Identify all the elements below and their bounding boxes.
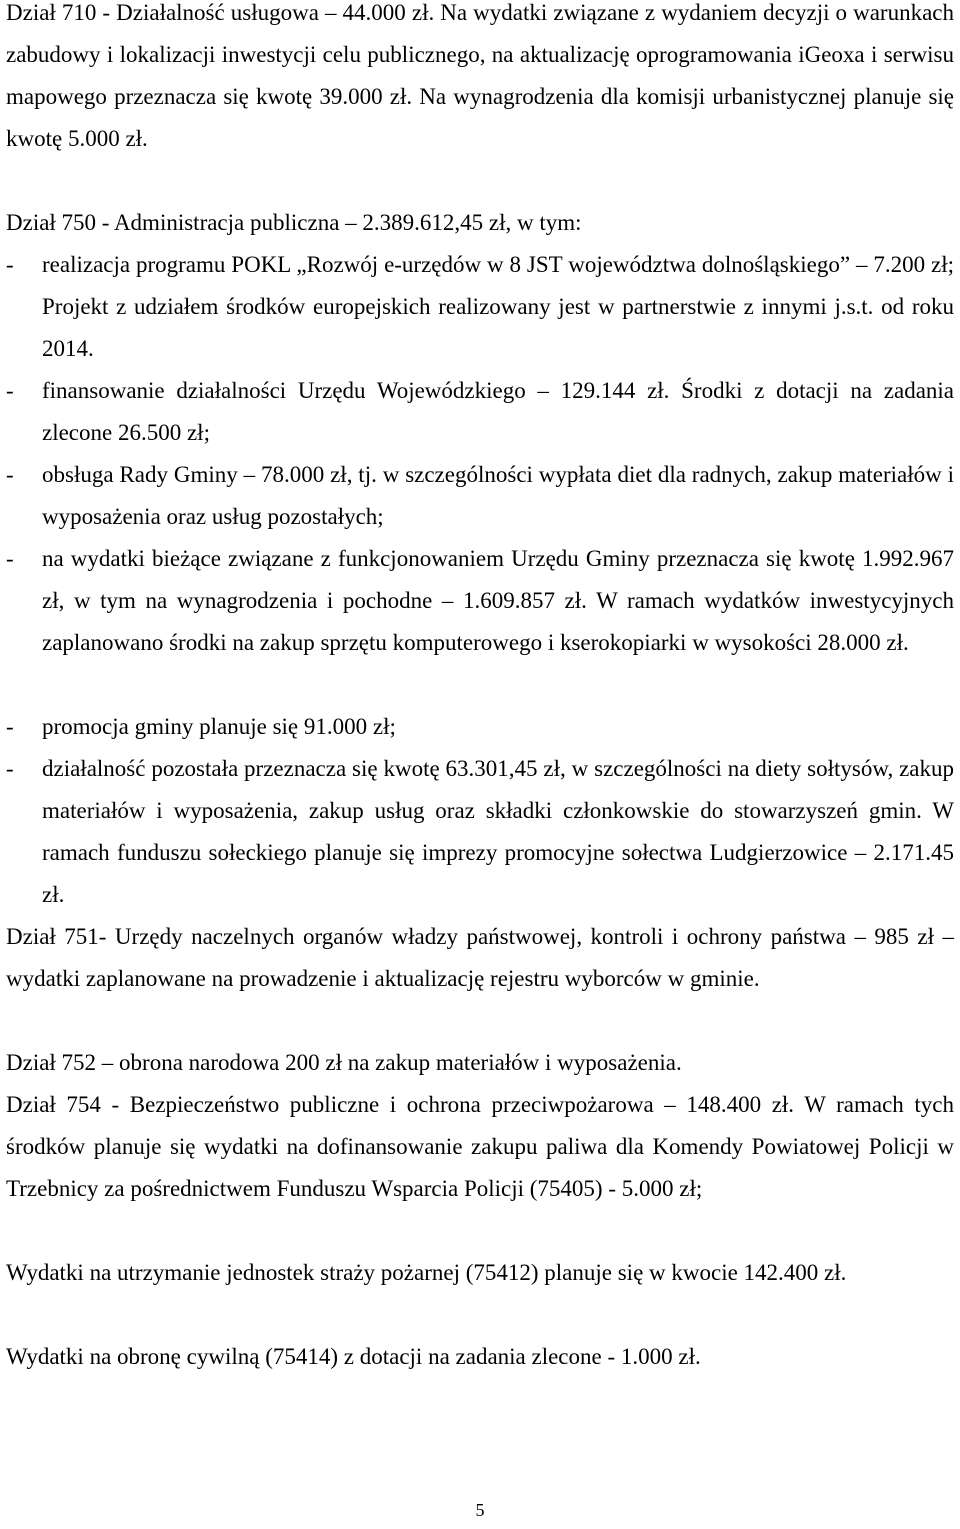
list-item-promocja	[6, 706, 954, 748]
page-number: 5	[475, 1500, 485, 1520]
list-dash: -	[6, 378, 14, 403]
list-dash: -	[6, 462, 14, 487]
paragraph-dzial-750: Dział 750 - Administracja publiczna – 2.389.612,45 zł, w tym:	[6, 210, 582, 235]
list-item-dzialalnosc-pozostala	[6, 748, 954, 916]
list-dash: -	[6, 714, 14, 739]
paragraph-straz-pozarna: Wydatki na utrzymanie jednostek straży pożarnej (75412) planuje się w kwocie 142.400 zł.	[6, 1260, 847, 1285]
paragraph-obrona-cywilna: Wydatki na obronę cywilną (75414) z dotacji na zadania zlecone - 1.000 zł.	[6, 1344, 701, 1369]
list-item-urzad-wojewodzki	[6, 370, 954, 454]
list-dash: -	[6, 546, 14, 571]
list-item-text: finansowanie działalności Urzędu Wojewódzkiego – 129.144 zł. Środki z dotacji na zadania zlecone 26.500 zł;	[42, 378, 954, 445]
paragraph-dzial-752: Dział 752 – obrona narodowa 200 zł na zakup materiałów i wyposażenia.	[6, 1050, 682, 1075]
list-item-urzad-gminy	[6, 538, 954, 664]
list-item-text: działalność pozostała przeznacza się kwotę 63.301,45 zł, w szczególności na diety sołtysów, zakup materiałów i wyposażenia, zakup usług oraz składki członkowskie do stowarzyszeń gmin. W ramach funduszu sołeckiego planuje się imprezy promocyjne sołectwa Ludgierzowice – 2.171.45 zł.	[42, 756, 954, 907]
list-item-text: promocja gminy planuje się 91.000 zł;	[42, 714, 396, 739]
list-dash: -	[6, 756, 14, 781]
paragraph-dzial-710: Dział 710 - Działalność usługowa – 44.000 zł. Na wydatki związane z wydaniem decyzji o warunkach zabudowy i lokalizacji inwestycji celu publicznego, na aktualizację oprogramowania iGeoxa i serwisu mapowego przeznacza się kwotę 39.000 zł. Na wynagrodzenia dla komisji urbanistycznej planuje się kwotę 5.000 zł.	[6, 0, 954, 151]
list-item-text: obsługa Rady Gminy – 78.000 zł, tj. w szczególności wypłata diet dla radnych, zakup materiałów i wyposażenia oraz usług pozostałych;	[42, 462, 954, 529]
paragraph-dzial-754: Dział 754 - Bezpieczeństwo publiczne i ochrona przeciwpożarowa – 148.400 zł. W ramach tych środków planuje się wydatki na dofinansowanie zakupu paliwa dla Komendy Powiatowej Policji w Trzebnicy za pośrednictwem Funduszu Wsparcia Policji (75405) - 5.000 zł;	[6, 1092, 954, 1201]
paragraph-dzial-751: Dział 751- Urzędy naczelnych organów władzy państwowej, kontroli i ochrony państwa – 985 zł – wydatki zaplanowane na prowadzenie i aktualizację rejestru wyborców w gminie.	[6, 924, 954, 991]
list-item-rada-gminy	[6, 454, 954, 538]
list-dash: -	[6, 252, 14, 277]
list-item-text: realizacja programu POKL „Rozwój e-urzędów w 8 JST województwa dolnośląskiego” – 7.200 zł; Projekt z udziałem środków europejskich realizowany jest w partnerstwie z innymi j.s.t. od roku 2014.	[42, 252, 954, 361]
list-item-text: na wydatki bieżące związane z funkcjonowaniem Urzędu Gminy przeznacza się kwotę 1.992.967 zł, w tym na wynagrodzenia i pochodne – 1.609.857 zł. W ramach wydatków inwestycyjnych zaplanowano środki na zakup sprzętu komputerowego i kserokopiarki w wysokości 28.000 zł.	[42, 546, 954, 655]
list-item-pokl	[6, 244, 954, 370]
